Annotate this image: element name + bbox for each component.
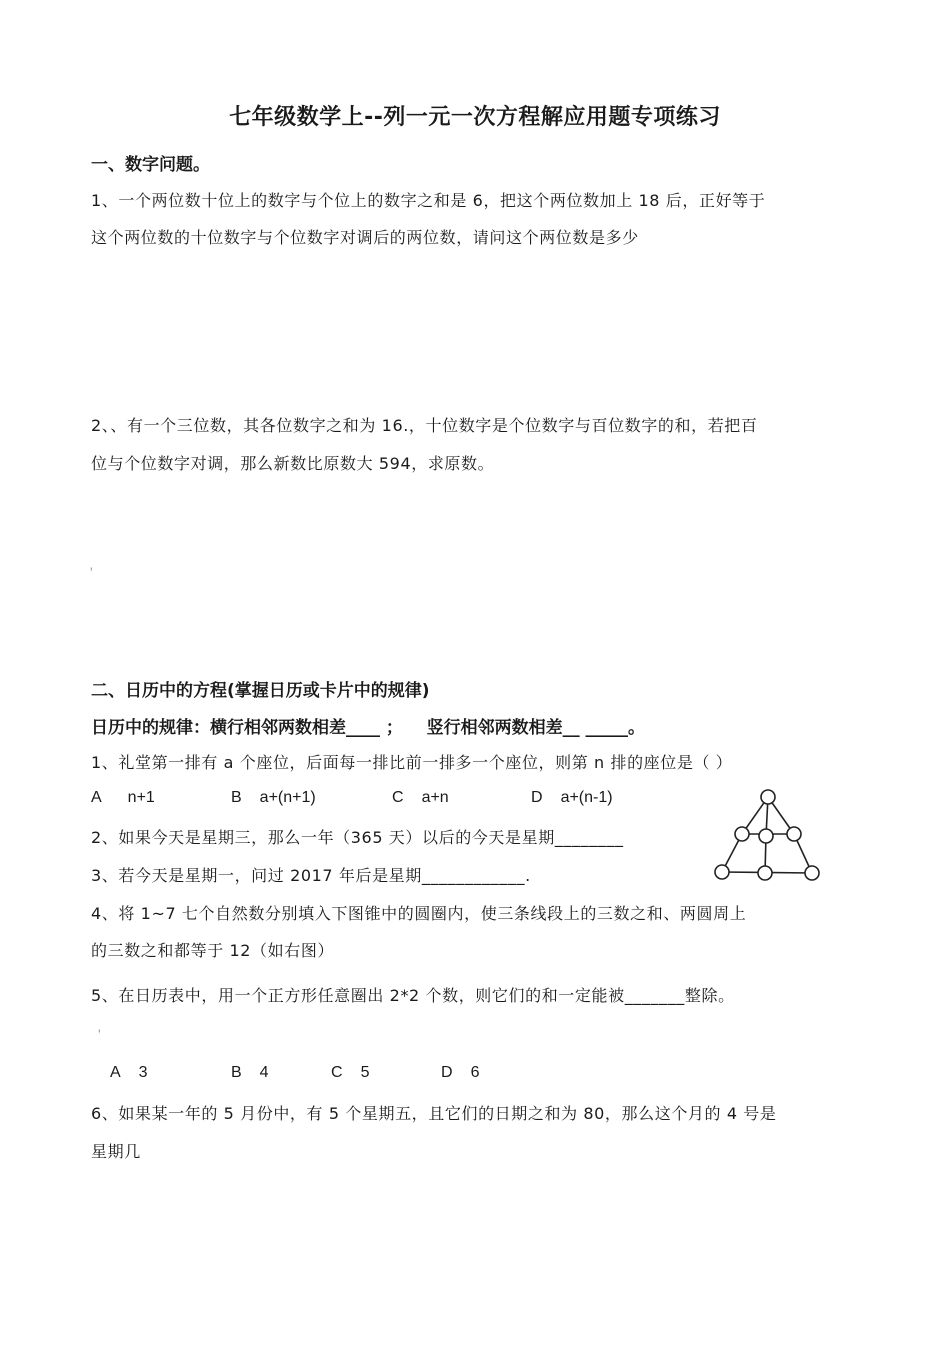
- s2-q1-option-d: D a+(n-1): [531, 789, 613, 806]
- stray-mark-2: ꜝ: [98, 1029, 101, 1039]
- s2-q5-option-c: C 5: [331, 1064, 370, 1081]
- s2-q5-option-d: D 6: [441, 1064, 480, 1081]
- diagram-circle-top: [761, 790, 775, 804]
- circle-triangle-diagram: [708, 785, 826, 885]
- s2-question3: 3、若今天是星期一，问过 2017 年后是星期____________.: [91, 866, 531, 885]
- s1-question1-line1: 1、一个两位数十位上的数字与个位上的数字之和是 6，把这个两位数加上 18 后，正好等于: [91, 191, 766, 210]
- s2-q1-option-a: A n+1: [91, 789, 155, 806]
- s1-question2-line1: 2、、有一个三位数，其各位数字之和为 16.，十位数字是个位数字与百位数字的和，若把百: [91, 416, 758, 435]
- s2-q5-option-b: B 4: [231, 1064, 269, 1081]
- diagram-circle-bottom-left: [715, 865, 729, 879]
- s2-question2: 2、如果今天是星期三，那么一年（365 天）以后的今天是星期________: [91, 828, 624, 847]
- s1-question1-line2: 这个两位数的十位数字与个位数字对调后的两位数，请问这个两位数是多少: [91, 228, 639, 247]
- s2-question4-line2: 的三数之和都等于 12（如右图）: [91, 941, 335, 960]
- s2-question1: 1、礼堂第一排有 a 个座位，后面每一排比前一排多一个座位，则第 n 排的座位是（ ）: [91, 753, 733, 772]
- s2-q1-option-c: C a+n: [392, 789, 449, 806]
- s2-question6-line2: 星期几: [91, 1142, 141, 1161]
- section1-heading: 一、数字问题。: [91, 155, 210, 175]
- s1-question2-line2: 位与个位数字对调，那么新数比原数大 594，求原数。: [91, 454, 495, 473]
- s2-question4-line1: 4、将 1~7 七个自然数分别填入下图锥中的圆圈内，使三条线段上的三数之和、两圆周上: [91, 904, 747, 923]
- page-title: 七年级数学上--列一元一次方程解应用题专项练习: [229, 105, 721, 130]
- diagram-circle-mid-right: [787, 827, 801, 841]
- s2-question5: 5、在日历表中，用一个正方形任意圈出 2*2 个数，则它们的和一定能被_______整除。: [91, 986, 735, 1005]
- diagram-circle-center: [759, 829, 773, 843]
- diagram-circle-bottom-middle: [758, 866, 772, 880]
- s2-q1-option-b: B a+(n+1): [231, 789, 316, 806]
- diagram-circle-mid-left: [735, 827, 749, 841]
- s2-question6-line1: 6、如果某一年的 5 月份中，有 5 个星期五，且它们的日期之和为 80，那么这个月的 4 号是: [91, 1104, 777, 1123]
- diagram-circle-bottom-right: [805, 866, 819, 880]
- section2-heading: 二、日历中的方程(掌握日历或卡片中的规律): [91, 681, 430, 701]
- s2-q5-option-a: A 3: [110, 1064, 148, 1081]
- stray-mark: ꜝ: [90, 567, 93, 577]
- calendar-rule: 日历中的规律：横行相邻两数相差____ ； 竖行相邻两数相差__ _____。: [91, 718, 646, 738]
